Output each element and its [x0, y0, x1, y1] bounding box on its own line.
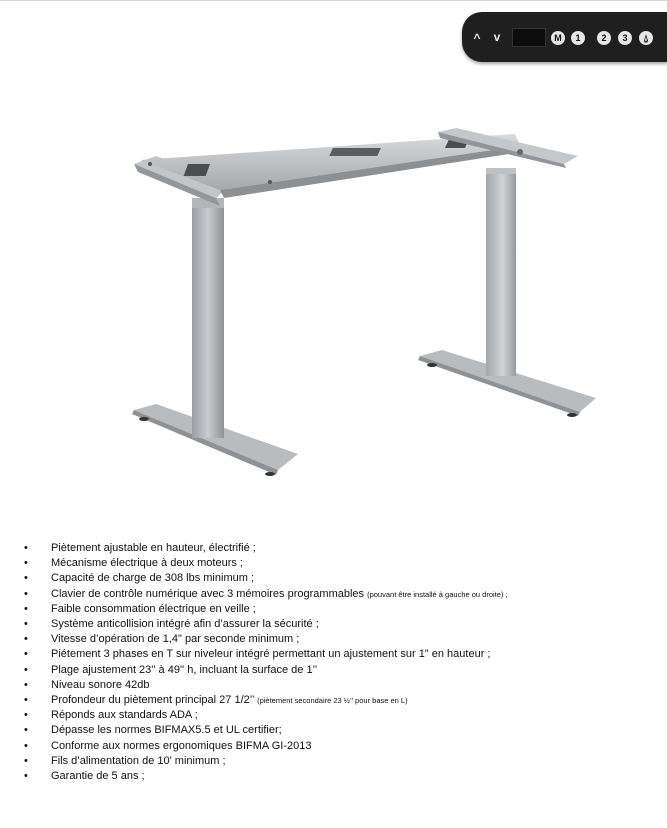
- preset-3-button: 3: [618, 31, 632, 45]
- list-item: • Dépasse les normes BIFMAX5.5 et UL certifier;: [22, 723, 508, 738]
- alarm-bell-icon: ⍙: [639, 31, 653, 45]
- list-item: • Piétement 3 phases en T sur niveleur intégré permettant un ajustement sur 1" en hauteur ;: [22, 647, 508, 662]
- list-item: • Conforme aux normes ergonomiques BIFMA GI-2013: [22, 739, 508, 754]
- list-item: • Piètement ajustable en hauteur, électrifié ;: [22, 541, 508, 556]
- up-arrow-icon: ^: [473, 31, 481, 45]
- feature-list: [22, 541, 508, 784]
- preset-2-button: 2: [597, 31, 611, 45]
- list-item: • Capacité de charge de 308 lbs minimum ;: [22, 571, 508, 586]
- list-item: • Clavier de contrôle numérique avec 3 mémoires programmables (pouvant être installé à gauche ou droite) ;: [22, 587, 508, 602]
- down-arrow-icon: v: [493, 30, 501, 44]
- preset-1-button: 1: [571, 31, 585, 45]
- desk-frame-image: [120, 120, 600, 480]
- list-item: • Niveau sonore 42db: [22, 678, 508, 693]
- list-item: • Fils d’alimentation de 10' minimum ;: [22, 754, 508, 769]
- list-item: • Système anticollision intégré afin d’assurer la sécurité ;: [22, 617, 508, 632]
- list-item: • Profondeur du piètement principal 27 1/2’’ (piètement secondaire 23 ½’’ pour base en L): [22, 693, 508, 708]
- list-item-note: (pouvant être installé à gauche ou droite) ;: [367, 589, 508, 599]
- list-item: • Plage ajustement 23'' à 49'' h, incluant la surface de 1’’: [22, 663, 508, 678]
- list-item: • Garantie de 5 ans ;: [22, 769, 508, 784]
- top-divider: [0, 0, 667, 1]
- list-item: • Faible consommation électrique en veille ;: [22, 602, 508, 617]
- memory-button: M: [551, 31, 565, 45]
- list-item: • Mécanisme électrique à deux moteurs ;: [22, 556, 508, 571]
- keypad-display: [512, 28, 546, 47]
- list-item-note: (piètement secondaire 23 ½’’ pour base en L): [257, 696, 408, 706]
- list-item: • Vitesse d’opération de 1,4" par seconde minimum ;: [22, 632, 508, 647]
- list-item: • Réponds aux standards ADA ;: [22, 708, 508, 723]
